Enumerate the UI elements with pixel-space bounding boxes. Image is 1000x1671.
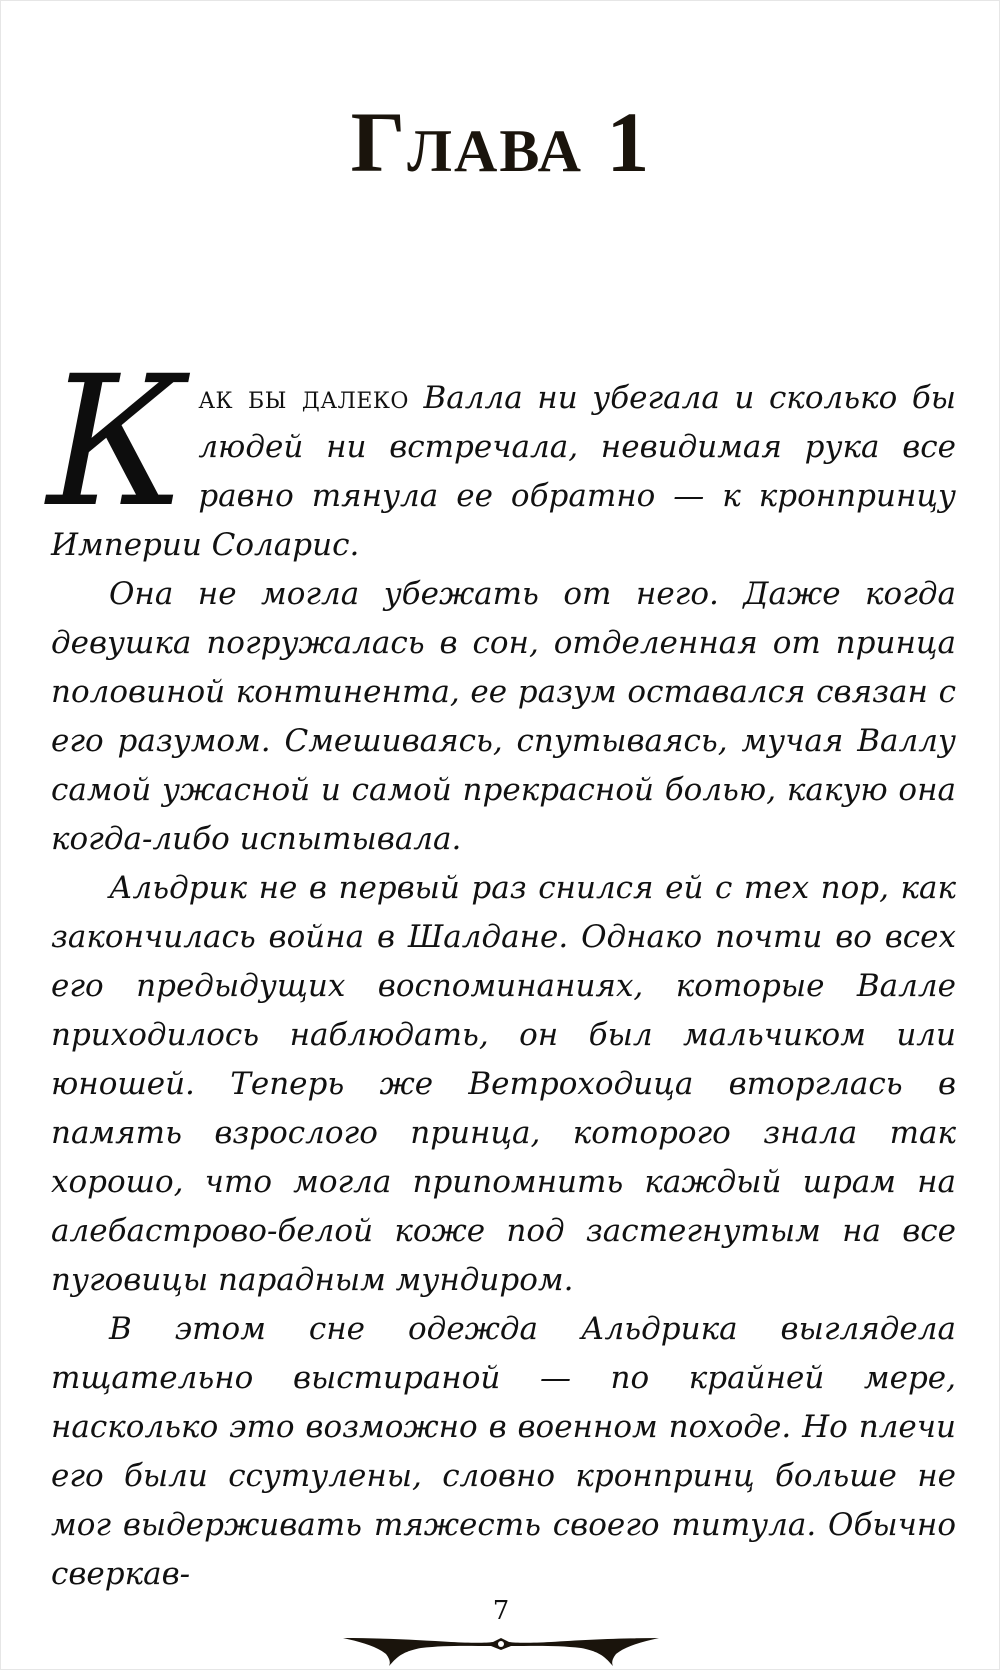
paragraph-1-text: Валла ни убегала и сколько бы людей ни встречала, невидимая рука все равно тянула ее обратно — к кронпринцу Империи Соларис. — [51, 380, 956, 563]
paragraph-1 — [47, 338, 956, 570]
paragraph-4: В этом сне одежда Альдрика выглядела тщательно выстираной — по крайней мере, насколько это возможно в военном походе. Но плечи его были ссутулены, словно кронпринц больше не мог выдерживать тяжесть своего титула. Обычно сверкав- — [51, 1311, 956, 1592]
body-text — [47, 338, 956, 1599]
ornament-flourish-icon — [341, 1634, 661, 1668]
lead-in-small-caps: ак бы далеко — [198, 380, 409, 416]
drop-cap-letter: К — [47, 338, 187, 547]
chapter-title-text: Глава 1 — [350, 93, 652, 190]
paragraph-3: Альдрик не в первый раз снился ей с тех пор, как закончилась война в Шалдане. Однако почти во всех его предыдущих воспоминаниях, которые Валле приходилось наблюдать, он был мальчиком или юношей. Теперь же Ветроходица вторглась в память взрослого принца, которого знала так хорошо, что могла припомнить каждый шрам на алебастрово-белой коже под застегнутым на все пуговицы парадным мундиром. — [51, 870, 956, 1298]
paragraph-2: Она не могла убежать от него. Даже когда девушка погружалась в сон, отделенная от принца половиной континента, ее разум оставался связан с его разумом. Смешиваясь, спутываясь, мучая Валлу самой ужасной и самой прекрасной болью, какую она когда-либо испытывала. — [51, 576, 956, 857]
chapter-title — [1, 93, 1000, 190]
page-footer — [1, 1596, 1000, 1671]
page-number: 7 — [492, 1596, 510, 1626]
